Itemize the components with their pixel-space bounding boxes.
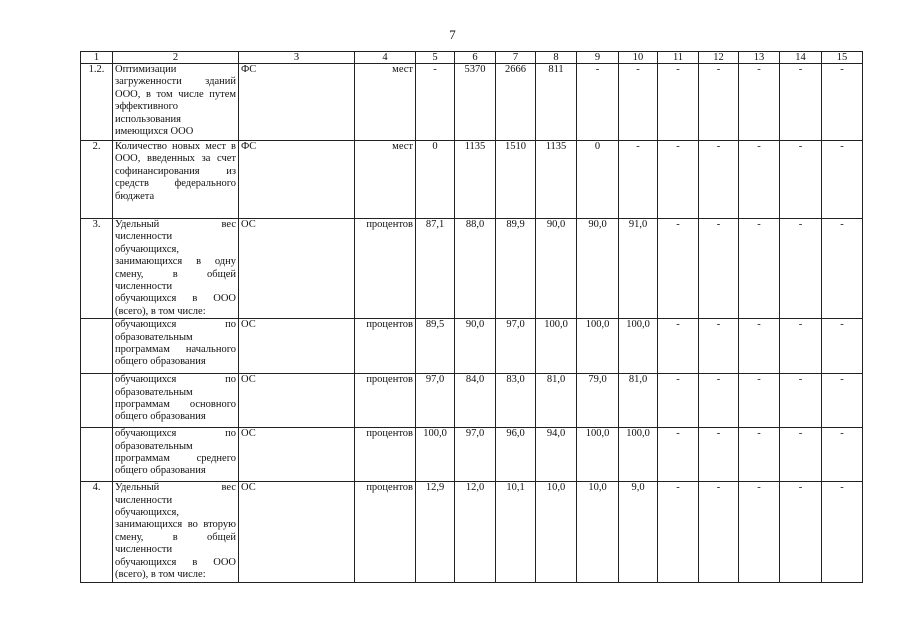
value-cell: - <box>739 319 780 374</box>
value-cell: - <box>699 64 739 141</box>
value-cell: 1135 <box>455 141 496 219</box>
header-cell: 14 <box>780 52 822 64</box>
header-cell: 4 <box>355 52 416 64</box>
value-cell: 10,0 <box>577 482 619 582</box>
value-cell: - <box>822 64 863 141</box>
row-number <box>81 428 113 482</box>
value-cell: - <box>658 319 699 374</box>
indicator-type: ФС <box>239 141 355 219</box>
indicator-type: ОС <box>239 482 355 582</box>
value-cell: - <box>780 319 822 374</box>
value-cell: - <box>658 141 699 219</box>
header-cell: 15 <box>822 52 863 64</box>
row-number: 2. <box>81 141 113 219</box>
header-cell: 7 <box>496 52 536 64</box>
value-cell: 811 <box>536 64 577 141</box>
value-cell: 2666 <box>496 64 536 141</box>
indicator-description: обучающихся по образовательным программам среднего общего образования <box>113 428 239 482</box>
value-cell: - <box>780 64 822 141</box>
header-cell: 13 <box>739 52 780 64</box>
value-cell: 100,0 <box>577 428 619 482</box>
value-cell: - <box>577 64 619 141</box>
table-row <box>81 428 863 482</box>
row-number: 1.2. <box>81 64 113 141</box>
header-cell: 8 <box>536 52 577 64</box>
value-cell: 89,9 <box>496 219 536 319</box>
value-cell: - <box>739 219 780 319</box>
value-cell: 81,0 <box>619 374 658 428</box>
header-cell: 1 <box>81 52 113 64</box>
unit-of-measure: процентов <box>355 482 416 582</box>
value-cell: - <box>739 374 780 428</box>
value-cell: 12,9 <box>416 482 455 582</box>
value-cell: - <box>822 428 863 482</box>
indicator-type: ФС <box>239 64 355 141</box>
header-cell: 3 <box>239 52 355 64</box>
header-cell: 6 <box>455 52 496 64</box>
value-cell: 90,0 <box>455 319 496 374</box>
header-cell: 2 <box>113 52 239 64</box>
value-cell: - <box>699 319 739 374</box>
value-cell: - <box>822 141 863 219</box>
value-cell: - <box>822 219 863 319</box>
value-cell: - <box>619 64 658 141</box>
value-cell: 83,0 <box>496 374 536 428</box>
indicator-type: ОС <box>239 219 355 319</box>
header-cell: 5 <box>416 52 455 64</box>
value-cell: - <box>658 482 699 582</box>
table-row <box>81 482 863 582</box>
value-cell: - <box>780 482 822 582</box>
value-cell: - <box>658 219 699 319</box>
unit-of-measure: процентов <box>355 219 416 319</box>
value-cell: 0 <box>416 141 455 219</box>
unit-of-measure: процентов <box>355 374 416 428</box>
value-cell: 100,0 <box>577 319 619 374</box>
value-cell: - <box>739 64 780 141</box>
value-cell: 79,0 <box>577 374 619 428</box>
table-row <box>81 219 863 319</box>
row-number <box>81 374 113 428</box>
value-cell: 100,0 <box>416 428 455 482</box>
row-number <box>81 319 113 374</box>
value-cell: 94,0 <box>536 428 577 482</box>
value-cell: 10,0 <box>536 482 577 582</box>
value-cell: - <box>699 219 739 319</box>
header-row <box>81 52 863 64</box>
unit-of-measure: мест <box>355 141 416 219</box>
value-cell: 12,0 <box>455 482 496 582</box>
value-cell: 9,0 <box>619 482 658 582</box>
unit-of-measure: процентов <box>355 428 416 482</box>
indicator-type: ОС <box>239 319 355 374</box>
value-cell: - <box>699 141 739 219</box>
value-cell: 87,1 <box>416 219 455 319</box>
value-cell: - <box>619 141 658 219</box>
value-cell: 88,0 <box>455 219 496 319</box>
value-cell: - <box>658 374 699 428</box>
row-number: 4. <box>81 482 113 582</box>
value-cell: 89,5 <box>416 319 455 374</box>
indicator-description: Удельный вес численности обучающихся, занимающихся во вторую смену, в общей численности обучающихся в ООО (всего), в том числе: <box>113 482 239 582</box>
value-cell: 97,0 <box>455 428 496 482</box>
indicator-type: ОС <box>239 428 355 482</box>
value-cell: - <box>739 428 780 482</box>
value-cell: 97,0 <box>416 374 455 428</box>
value-cell: 91,0 <box>619 219 658 319</box>
value-cell: - <box>780 219 822 319</box>
value-cell: - <box>739 141 780 219</box>
value-cell: 0 <box>577 141 619 219</box>
value-cell: - <box>780 141 822 219</box>
value-cell: - <box>780 374 822 428</box>
value-cell: - <box>699 374 739 428</box>
indicators-table <box>80 51 863 583</box>
table-row <box>81 319 863 374</box>
value-cell: - <box>780 428 822 482</box>
unit-of-measure: процентов <box>355 319 416 374</box>
indicator-description: обучающихся по образовательным программам основного общего образования <box>113 374 239 428</box>
value-cell: - <box>822 482 863 582</box>
value-cell: 96,0 <box>496 428 536 482</box>
value-cell: - <box>699 482 739 582</box>
value-cell: 1510 <box>496 141 536 219</box>
header-cell: 11 <box>658 52 699 64</box>
indicator-description: Удельный вес численности обучающихся, занимающихся в одну смену, в общей численности обучающихся в ООО (всего), в том числе: <box>113 219 239 319</box>
value-cell: 90,0 <box>577 219 619 319</box>
value-cell: 100,0 <box>619 319 658 374</box>
value-cell: 97,0 <box>496 319 536 374</box>
value-cell: - <box>699 428 739 482</box>
value-cell: 100,0 <box>619 428 658 482</box>
row-number: 3. <box>81 219 113 319</box>
value-cell: 84,0 <box>455 374 496 428</box>
table-row <box>81 64 863 141</box>
value-cell: 81,0 <box>536 374 577 428</box>
indicator-description: Количество новых мест в ООО, введенных за счет софинансирования из средств федерального бюджета <box>113 141 239 219</box>
value-cell: 90,0 <box>536 219 577 319</box>
value-cell: 100,0 <box>536 319 577 374</box>
page-number: 7 <box>449 27 456 42</box>
value-cell: 5370 <box>455 64 496 141</box>
value-cell: - <box>822 319 863 374</box>
value-cell: - <box>739 482 780 582</box>
value-cell: 1135 <box>536 141 577 219</box>
indicator-type: ОС <box>239 374 355 428</box>
indicator-description: Оптимизации загруженности зданий ООО, в том числе путем эффективного использования имеющихся ООО <box>113 64 239 141</box>
value-cell: - <box>822 374 863 428</box>
value-cell: - <box>658 428 699 482</box>
table-row <box>81 374 863 428</box>
table-row <box>81 141 863 219</box>
header-cell: 10 <box>619 52 658 64</box>
header-cell: 12 <box>699 52 739 64</box>
value-cell: - <box>416 64 455 141</box>
header-cell: 9 <box>577 52 619 64</box>
unit-of-measure: мест <box>355 64 416 141</box>
value-cell: 10,1 <box>496 482 536 582</box>
value-cell: - <box>658 64 699 141</box>
indicator-description: обучающихся по образовательным программам начального общего образования <box>113 319 239 374</box>
